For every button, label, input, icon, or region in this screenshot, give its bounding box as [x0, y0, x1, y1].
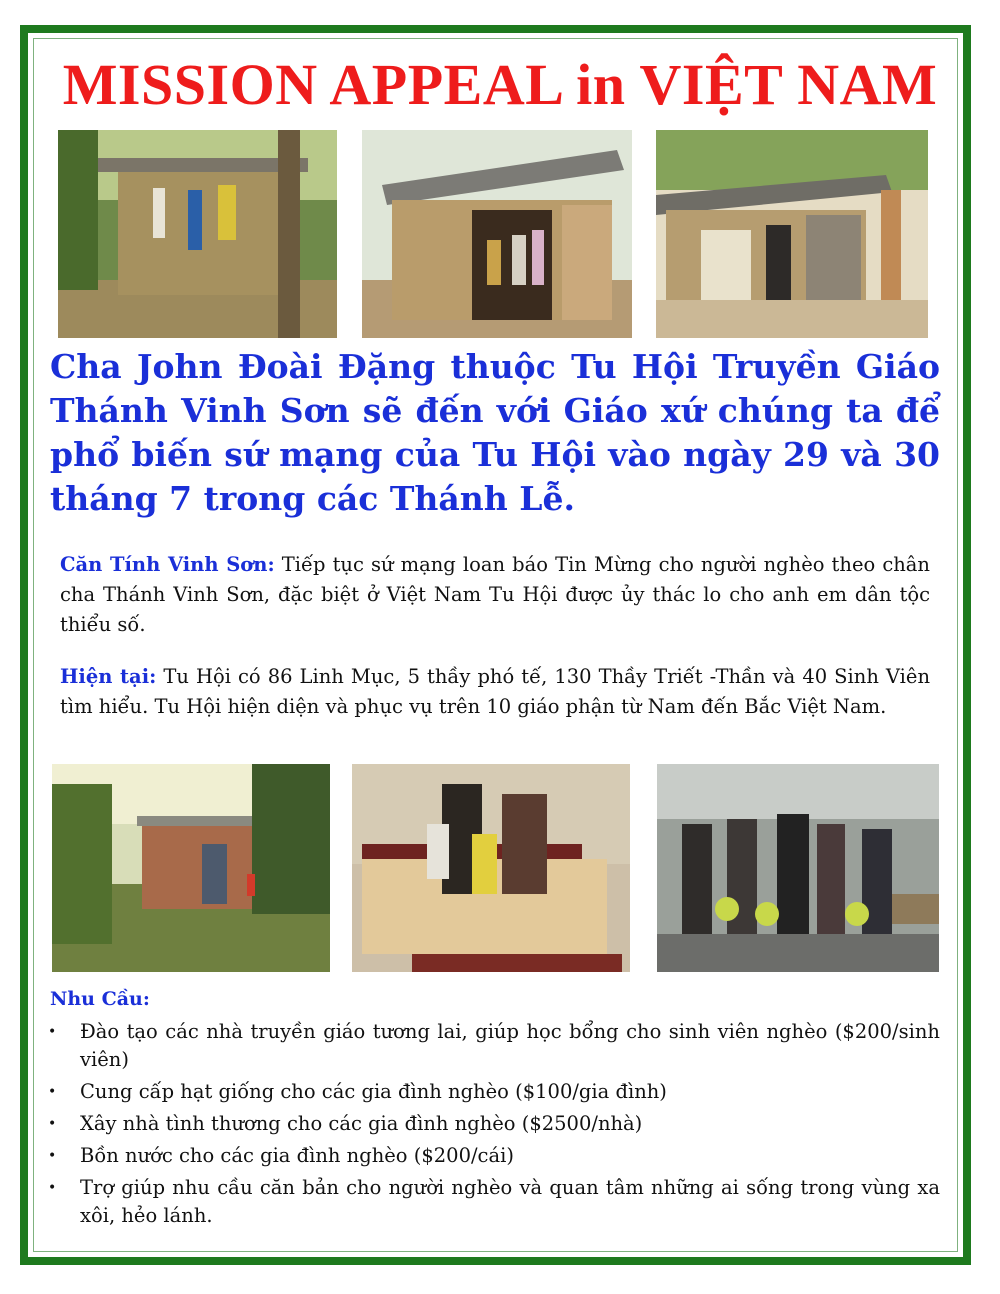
list-item	[48, 1174, 940, 1230]
bullet-icon: •	[48, 1148, 57, 1164]
lead-announcement: Cha John Đoài Đặng thuộc Tu Hội Truyền Giáo Thánh Vinh Sơn sẽ đến với Giáo xứ chúng ta để phổ biến sứ mạng của Tu Hội vào ngày 29 và 30 tháng 7 trong các Thánh Lễ.	[50, 347, 940, 518]
need-text: Bồn nước cho các gia đình nghèo ($200/cái)	[80, 1144, 514, 1167]
bullet-icon: •	[48, 1084, 57, 1100]
needs-list	[48, 1018, 940, 1234]
photo-family-on-bed	[352, 764, 630, 972]
bullet-icon: •	[48, 1024, 57, 1040]
current-label: Hiện tại:	[60, 665, 157, 688]
page-title: MISSION APPEAL in VIỆT NAM	[62, 52, 938, 117]
current-paragraph	[60, 662, 930, 722]
bullet-icon: •	[48, 1180, 57, 1196]
need-text: Đào tạo các nhà truyền giáo tương lai, giúp học bổng cho sinh viên nghèo ($200/sinh viên)	[80, 1020, 940, 1071]
identity-label: Căn Tính Vinh Sơn:	[60, 553, 275, 576]
photo-gift-distribution	[657, 764, 939, 972]
list-item	[48, 1018, 940, 1074]
photo-hut-with-laundry	[58, 130, 337, 338]
photo-hut-with-children	[362, 130, 632, 338]
need-text: Trợ giúp nhu cầu căn bản cho người nghèo và quan tâm những ai sống trong vùng xa xôi, hẻo lánh.	[80, 1176, 940, 1227]
list-item	[48, 1078, 940, 1106]
list-item	[48, 1142, 940, 1170]
identity-text: Tiếp tục sứ mạng loan báo Tin Mừng cho người nghèo theo chân cha Thánh Vinh Sơn, đặc biệt ở Việt Nam Tu Hội được ủy thác lo cho anh em dân tộc thiểu số.	[60, 553, 930, 636]
current-text: Tu Hội có 86 Linh Mục, 5 thầy phó tế, 130 Thầy Triết -Thần và 40 Sinh Viên tìm hiểu. Tu Hội hiện diện và phục vụ trên 10 giáo phận từ Nam đến Bắc Việt Nam.	[60, 665, 931, 718]
needs-heading: Nhu Cầu:	[50, 988, 150, 1010]
identity-paragraph	[60, 550, 930, 640]
photo-brick-house	[52, 764, 330, 972]
photo-hut-with-woven-wall	[656, 130, 928, 338]
need-text: Xây nhà tình thương cho các gia đình nghèo ($2500/nhà)	[80, 1112, 643, 1135]
list-item	[48, 1110, 940, 1138]
bullet-icon: •	[48, 1116, 57, 1132]
need-text: Cung cấp hạt giống cho các gia đình nghèo ($100/gia đình)	[80, 1080, 667, 1103]
